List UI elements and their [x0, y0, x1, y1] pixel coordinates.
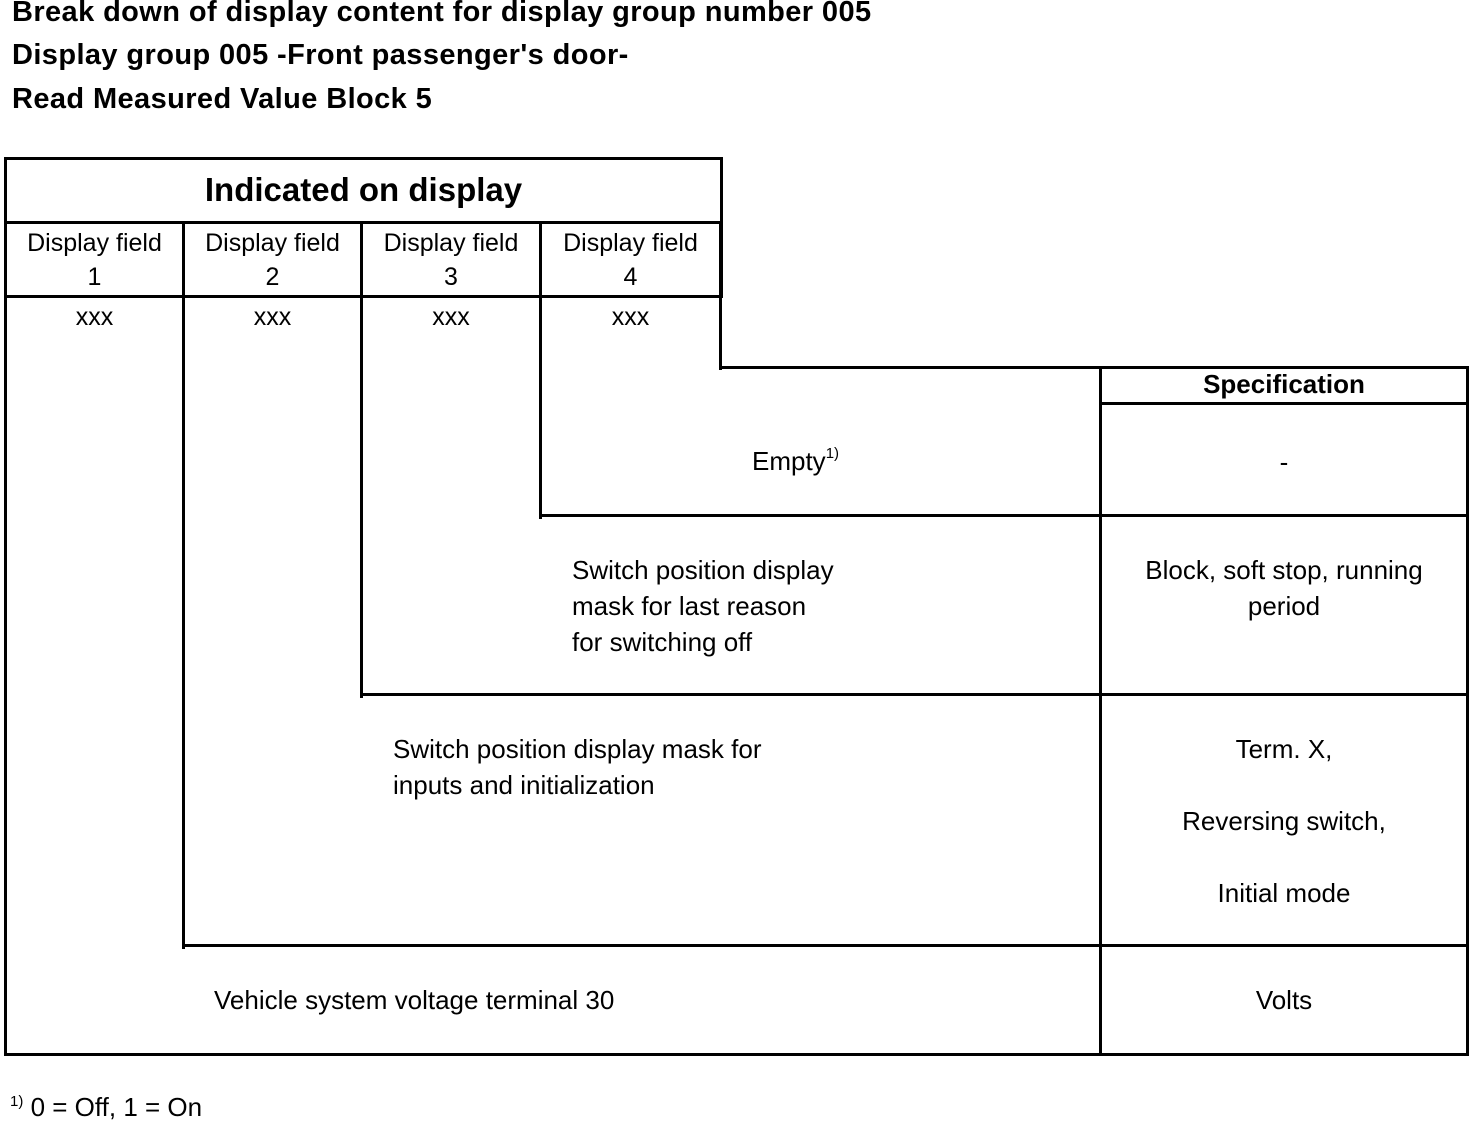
display-field-4-header: Display field 4: [563, 229, 698, 291]
row-voltage-description: Vehicle system voltage terminal 30: [214, 985, 615, 1015]
footnote: $^{1)}$ 0 = Off, 1 = On: [10, 1092, 203, 1122]
row-last-reason-specification: Block, soft stop, running period: [1145, 555, 1423, 621]
measured-value-block-subtitle: Read Measured Value Block 5: [12, 83, 433, 115]
document-title: Break down of display content for display group number 005: [12, 0, 872, 28]
footnote-ref: 1): [825, 445, 840, 462]
row-last-reason-description: Switch position display mask for last reason for switching off: [572, 555, 834, 657]
row-empty-description: Empty$^{1)}$: [752, 445, 840, 476]
display-field-2-header: Display field 2: [205, 229, 340, 291]
display-field-3-value: xxx: [432, 303, 470, 331]
display-field-1-header: Display field 1: [27, 229, 162, 291]
display-field-3-header: Display field 3: [383, 229, 519, 291]
display-group-subtitle: Display group 005 -Front passenger's door-: [12, 39, 629, 71]
display-field-1-value: xxx: [75, 303, 114, 331]
row-voltage-specification: Volts: [1255, 985, 1313, 1015]
indicated-on-display-header: Indicated on display: [204, 171, 523, 208]
display-field-2-value: xxx: [253, 303, 292, 331]
row-inputs-description: Switch position display mask for inputs and initialization: [393, 734, 762, 800]
display-field-4-value: xxx: [611, 303, 650, 331]
row-inputs-specification: Term. X, Reversing switch, Initial mode: [1182, 734, 1386, 908]
row-empty-specification: -: [1279, 447, 1289, 477]
specification-header: Specification: [1203, 369, 1365, 399]
